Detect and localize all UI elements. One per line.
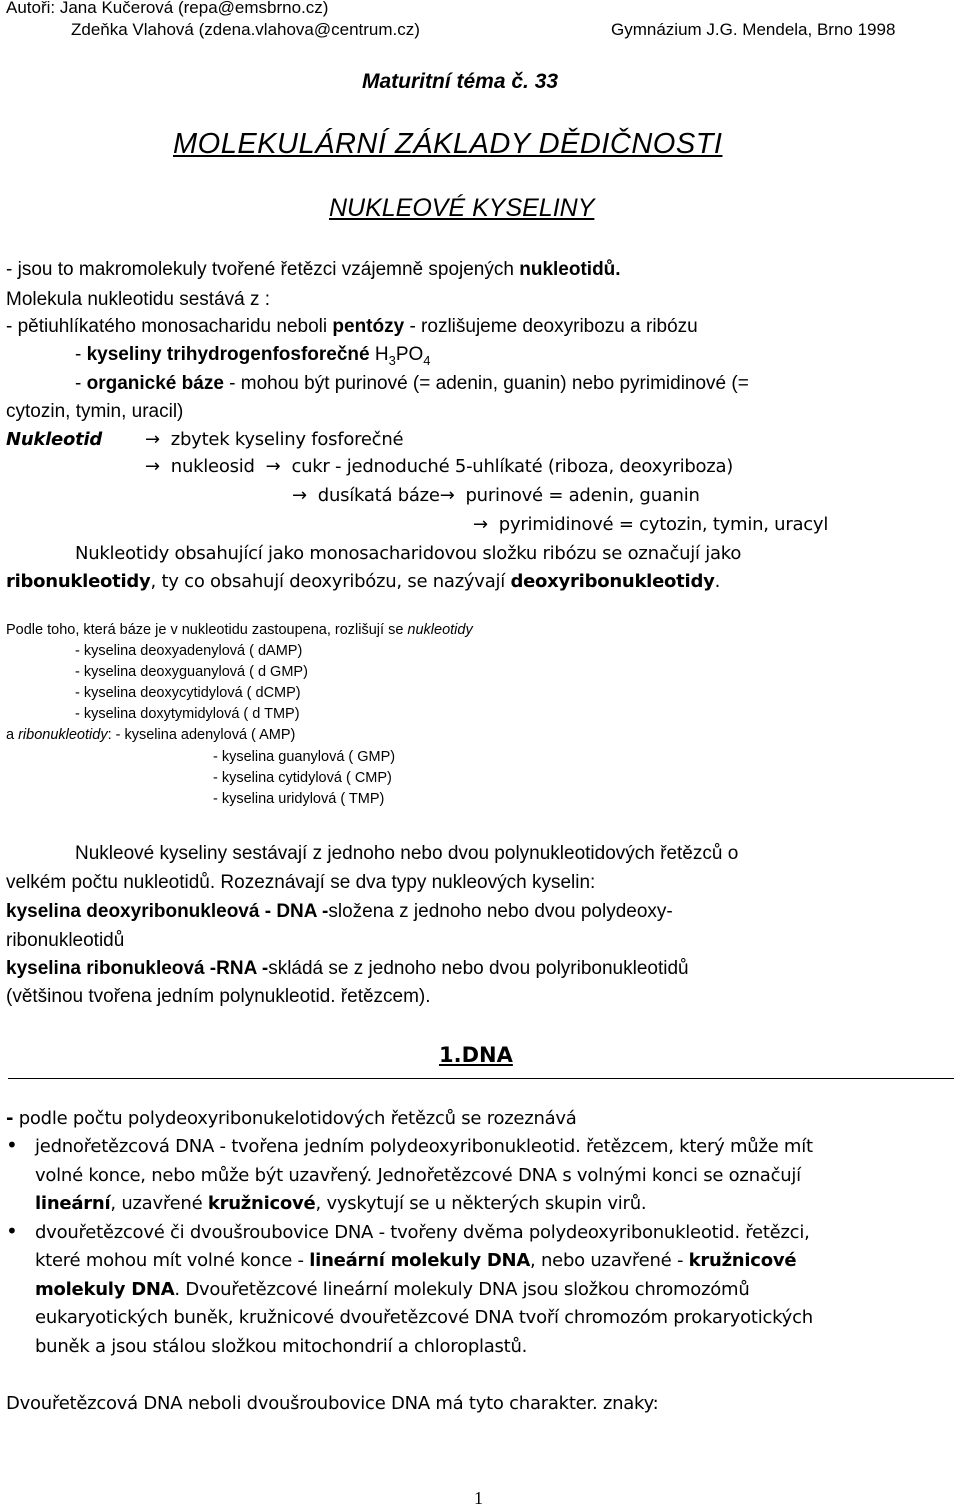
arrow-icon: → (473, 514, 488, 535)
bullet-1-line-2: volné konce, nebo může být uzavřený. Jednořetězcové DNA s volnými konci se označují (35, 1165, 801, 1186)
ribo-intro: a ribonukleotidy: - kyselina adenylová ( AMP) (6, 727, 296, 743)
dna-heading: 1.DNA (439, 1043, 513, 1067)
bullet-icon: • (6, 1133, 18, 1157)
dna-closing: Dvouřetězcová DNA neboli dvoušroubovice DNA má tyto charakter. znaky: (6, 1393, 659, 1414)
bullet-1-line-3: lineární, uzavřené kružnicové, vyskytují se u některých skupin virů. (35, 1193, 647, 1214)
intro-line-1: - jsou to makromolekuly tvořené řetězci vzájemně spojených nukleotidů. (6, 259, 621, 280)
ribo-item-3: - kyselina uridylová ( TMP) (213, 791, 385, 807)
bullet-2-line-2: které mohou mít volné konce - lineární molekuly DNA, nebo uzavřené - kružnicové (35, 1250, 797, 1271)
tree-row-4: → pyrimidinové = cytozin, tymin, uracyl (473, 514, 829, 535)
intro-line-4: - kyseliny trihydrogenfosforečné $H_3PO_4$ (75, 344, 431, 368)
ribo-para-line-1: Nukleotidy obsahující jako monosacharidovou složku ribózu se označují jako (75, 543, 742, 564)
ribo-item-2: - kyselina cytidylová ( CMP) (213, 770, 392, 786)
types-line-5: kyselina ribonukleová -RNA -skládá se z jednoho nebo dvou polyribonukleotidů (6, 958, 689, 979)
main-title: MOLEKULÁRNÍ ZÁKLADY DĚDIČNOSTI (173, 128, 723, 160)
page-number: 1 (474, 1488, 483, 1508)
dna-intro: - podle počtu polydeoxyribonukelotidových řetězců se rozeznává (6, 1108, 577, 1129)
authors-line-1: Autoři: Jana Kučerová (repa@emsbrno.cz) (6, 0, 329, 17)
arrow-icon: → (439, 485, 455, 506)
arrow-icon: → (292, 485, 307, 506)
tree-row-1: → zbytek kyseliny fosforečné (145, 429, 404, 450)
deoxy-item-1: - kyselina deoxyadenylová ( dAMP) (75, 643, 303, 659)
intro-line-2: Molekula nukleotidu sestává z : (6, 289, 271, 310)
types-line-3: kyselina deoxyribonukleová - DNA -složena z jednoho nebo dvou polydeoxy- (6, 901, 673, 922)
bullet-2-line-1: dvouřetězcové či dvoušroubovice DNA - tvořeny dvěma polydeoxyribonukleotid. řetězci, (35, 1222, 810, 1243)
bullet-2-line-3: molekuly DNA. Dvouřetězcové lineární molekuly DNA jsou složkou chromozómů (35, 1279, 750, 1300)
tree-row-3: → dusíkatá báze→ purinové = adenin, guanin (292, 485, 700, 506)
arrow-icon: → (265, 456, 281, 477)
types-line-1: Nukleové kyseliny sestávají z jednoho nebo dvou polynukleotidových řetězců o (75, 843, 739, 864)
arrow-icon: → (145, 456, 160, 477)
bullet-icon: • (6, 1219, 18, 1243)
bullet-2-line-4: eukaryotických buněk, kružnicové dvouřetězcové DNA tvoří chromozóm prokaryotických (35, 1307, 813, 1328)
topic-title: Maturitní téma č. 33 (362, 70, 559, 93)
bullet-1-line-1: jednořetězcová DNA - tvořena jedním polydeoxyribonukleotid. řetězcem, který může mít (35, 1136, 813, 1157)
section-divider (8, 1078, 954, 1079)
types-line-2: velkém počtu nukleotidů. Rozeznávají se dva typy nukleových kyselin: (6, 872, 596, 893)
school-line: Gymnázium J.G. Mendela, Brno 1998 (611, 20, 896, 39)
intro-line-3: - pětiuhlíkatého monosacharidu neboli pentózy - rozlišujeme deoxyribozu a ribózu (6, 316, 698, 337)
sub-title: NUKLEOVÉ KYSELINY (329, 194, 595, 222)
ribo-item-1: - kyselina guanylová ( GMP) (213, 749, 396, 765)
intro-line-5: - organické báze - mohou být purinové (= adenin, guanin) nebo pyrimidinové (= (75, 373, 749, 394)
authors-line-2: Zdeňka Vlahová (zdena.vlahova@centrum.cz) (71, 20, 420, 39)
nucleotide-label: Nukleotid (6, 429, 103, 450)
types-line-4: ribonukleotidů (6, 930, 125, 951)
bullet-2-line-5: buněk a jsou stálou složkou mitochondrií a chloroplastů. (35, 1336, 528, 1357)
tree-row-2: → nukleosid → cukr - jednoduché 5-uhlíkaté (riboza, deoxyriboza) (145, 456, 734, 477)
arrow-icon: → (145, 429, 160, 450)
deoxy-item-4: - kyselina doxytymidylová ( d TMP) (75, 706, 300, 722)
deoxy-item-3: - kyselina deoxycytidylová ( dCMP) (75, 685, 301, 701)
types-line-6: (většinou tvořena jedním polynukleotid. řetězcem). (6, 986, 431, 1007)
intro-line-6: cytozin, tymin, uracil) (6, 401, 184, 422)
deoxy-item-2: - kyselina deoxyguanylová ( d GMP) (75, 664, 308, 680)
bases-intro: Podle toho, která báze je v nukleotidu zastoupena, rozlišují se nukleotidy (6, 622, 473, 638)
ribo-para-line-2: ribonukleotidy, ty co obsahují deoxyribózu, se nazývají deoxyribonukleotidy. (6, 571, 721, 592)
